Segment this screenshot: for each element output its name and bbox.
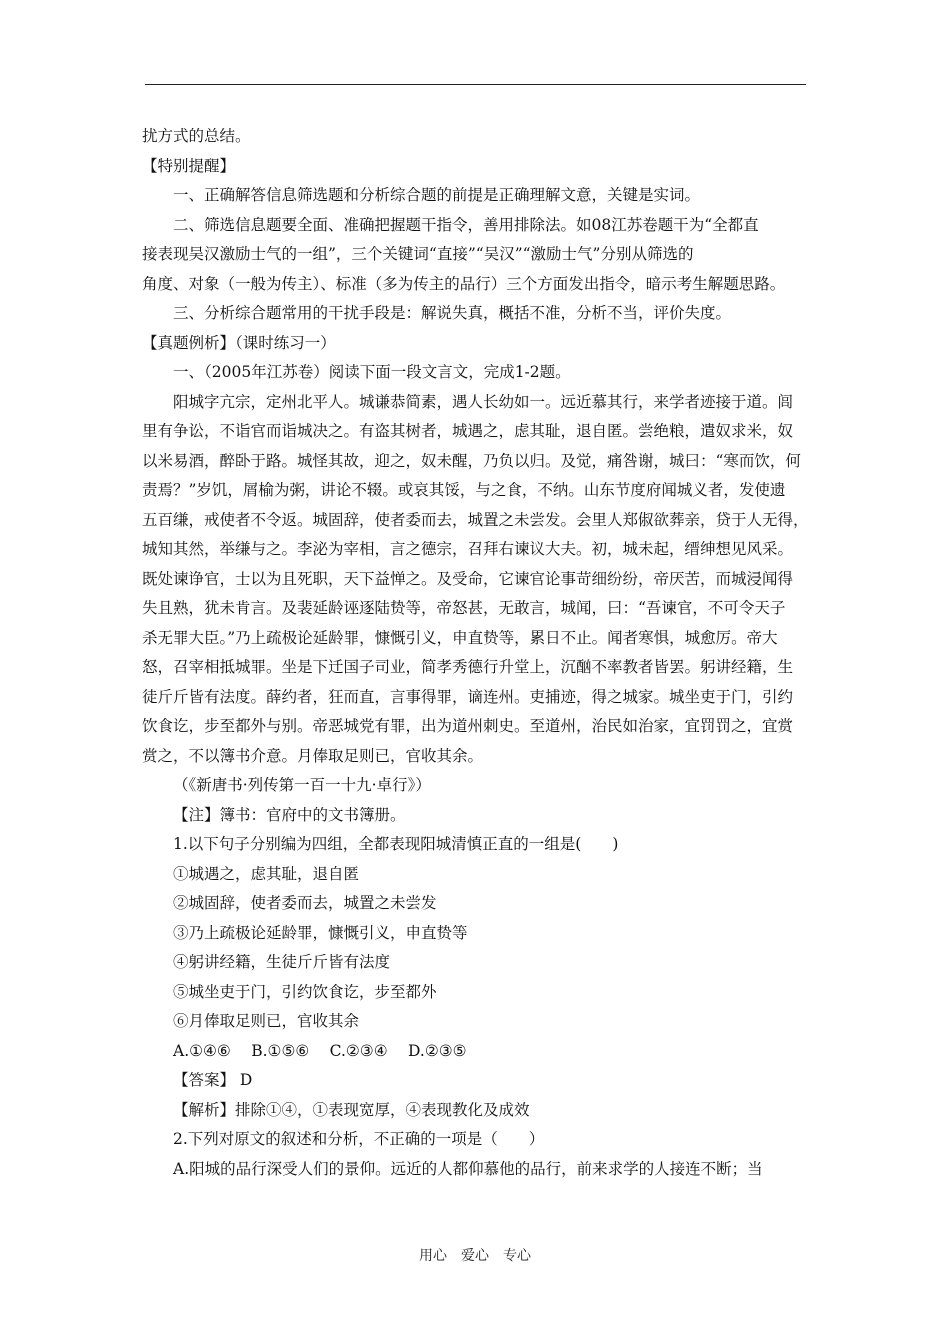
note-line: 【注】簿书：官府中的文书簿册。 (173, 805, 406, 824)
option-line: A.阳城的品行深受人们的景仰。远近的人都仰慕他的品行，前来求学的人接连不断；当 (173, 1159, 763, 1178)
passage-line: 既处谏诤官，士以为且死职，天下益惮之。及受命，它谏官论事苛细纷纷，帝厌苦，而城浸闻得 (142, 569, 794, 588)
option-line: ④躬讲经籍，生徒斤斤皆有法度 (173, 953, 391, 971)
answer-line: 【答案】 D (173, 1071, 253, 1089)
option-line: ⑤城坐吏于门，引约饮食讫，步至都外 (173, 982, 437, 1001)
option-line: ⑥月俸取足则已，官收其余 (173, 1012, 360, 1030)
source-citation: （《新唐书·列传第一百一十九·卓行》） (173, 776, 431, 794)
passage-line: 以米易酒，醉卧于路。城怪其故，迎之，奴未醒，乃负以归。及觉，痛咎谢，城曰：“寒而饮，何 (142, 451, 801, 470)
text-line: 三、分析综合题常用的干扰手段是：解说失真，概括不准，分析不当，评价失度。 (173, 304, 732, 322)
question-1: 1.以下句子分别编为四组，全都表现阳城清慎正直的一组是( ) (173, 835, 619, 853)
section-heading: 【真题例析】（课时练习一） (142, 333, 336, 352)
text-line: 接表现吴汉激励士气的一组”，三个关键词“直接”“吴汉”“激励士气”分别从筛选的 (142, 245, 694, 263)
option-line: ③乃上疏极论延龄罪，慷慨引义，申直贽等 (173, 923, 468, 942)
page-footer: 用心 爱心 专心 (419, 1248, 531, 1264)
section-heading: 【特别提醒】 (142, 156, 236, 175)
passage-line: 责焉？”岁饥，屑榆为粥，讲论不辍。或哀其馁，与之食，不纳。山东节度府闻城义者，发使遗 (142, 481, 786, 499)
option-line: ①城遇之，虑其耻，退自匿 (173, 864, 360, 883)
passage-line: 阳城字亢宗，定州北平人。城谦恭简素，遇人长幼如一。远近慕其行，来学者迹接于道。闾 (173, 392, 794, 411)
passage-line: 城知其然，举缣与之。李泌为宰相，言之德宗，召拜右谏议大夫。初，城未起，缙绅想见风采。 (142, 540, 794, 558)
question-2: 2.下列对原文的叙述和分析，不正确的一项是（ ） (173, 1130, 545, 1148)
document-body (142, 122, 812, 1184)
passage-line: 赏之，不以簿书介意。月俸取足则已，官收其余。 (142, 746, 484, 765)
answer-choices: A.①④⑥ B.①⑤⑥ C.②③④ D.②③⑤ (173, 1041, 467, 1060)
text-line: 二、筛选信息题要全面、准确把握题干指令，善用排除法。如08江苏卷题干为“全都直 (173, 215, 759, 234)
passage-line: 五百缣，戒使者不令返。城固辞，使者委而去，城置之未尝发。会里人郑俶欲葬亲，贷于人无得， (142, 510, 809, 529)
analysis-line: 【解析】排除①④，①表现宽厚，④表现教化及成效 (173, 1100, 530, 1119)
option-line: ②城固辞，使者委而去，城置之未尝发 (173, 894, 437, 912)
header-rule (145, 84, 806, 85)
text-line: 角度、对象（一般为传主）、标准（多为传主的品行）三个方面发出指令，暗示考生解题思路。 (142, 274, 786, 293)
passage-line: 怒，召宰相抵城罪。坐是下迁国子司业，简孝秀德行升堂上，沉酗不率教者皆罢。躬讲经籍，生 (142, 658, 794, 676)
passage-line: 饮食讫，步至都外与别。帝恶城党有罪，出为道州刺史。至道州，治民如治家，宜罚罚之，宜赏 (142, 717, 794, 735)
passage-line: 里有争讼，不诣官而诣城决之。有盗其树者，城遇之，虑其耻，退自匿。尝绝粮，遣奴求米，奴 (142, 422, 794, 440)
passage-line: 杀无罪大臣。”乃上疏极论延龄罪，慷慨引义，申直贽等，累日不止。闻者寒惧，城愈厉。帝大 (142, 628, 778, 647)
question-intro: 一、（2005年江苏卷）阅读下面一段文言文，完成1-2题。 (173, 363, 571, 381)
passage-line: 失且熟，犹未肯言。及裴延龄诬逐陆贽等，帝怒甚，无敢言，城闻，曰：“吾谏官，不可令天子 (142, 599, 786, 617)
text-line: 一、正确解答信息筛选题和分析综合题的前提是正确理解文意，关键是实词。 (173, 186, 701, 204)
passage-line: 徒斤斤皆有法度。薛约者，狂而直，言事得罪，谪连州。吏捕迹，得之城家。城坐吏于门，引约 (142, 687, 794, 706)
text-line: 扰方式的总结。 (142, 127, 251, 145)
